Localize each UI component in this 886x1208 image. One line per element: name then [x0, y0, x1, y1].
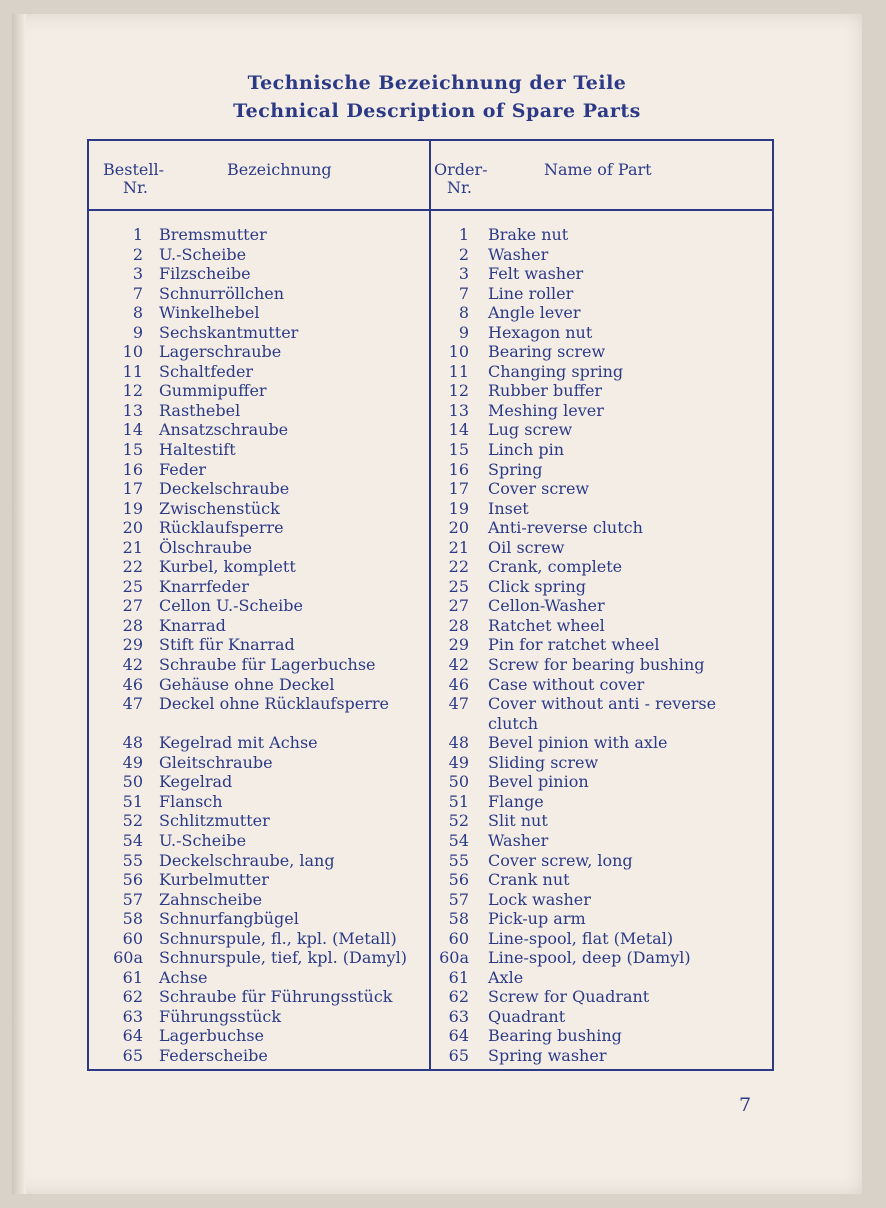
german-part-name: Rücklaufsperre: [159, 518, 284, 538]
english-row: [431, 499, 772, 519]
english-row: [431, 440, 772, 460]
english-part-number: 27: [448, 596, 469, 616]
english-part-number: 42: [448, 655, 469, 675]
english-part-number: 1: [458, 225, 469, 244]
english-row: [431, 1026, 772, 1046]
german-part-name: Schnurspule, fl., kpl. (Metall): [159, 928, 397, 948]
german-part-name: Bremsmutter: [159, 225, 267, 244]
german-part-number: 52: [122, 811, 143, 831]
german-row: [89, 792, 429, 812]
german-part-number: 11: [122, 361, 143, 381]
german-row: [89, 675, 429, 695]
german-row: [89, 225, 429, 245]
english-part-number: 3: [458, 264, 469, 284]
header-nr-label-en: Nr.: [447, 178, 472, 197]
german-part-number: 7: [132, 283, 143, 303]
english-row: [431, 303, 772, 323]
english-row: [431, 596, 772, 616]
german-part-number: 28: [122, 615, 143, 635]
german-row: [89, 381, 429, 401]
german-part-number: 62: [122, 987, 143, 1007]
german-part-name: Gummipuffer: [159, 381, 267, 401]
english-part-name: Lock washer: [488, 889, 591, 909]
german-part-number: 12: [122, 381, 143, 401]
german-row: [89, 733, 429, 753]
german-row: [89, 1026, 429, 1046]
german-row: [89, 401, 429, 421]
german-part-name: Schnurröllchen: [159, 283, 285, 303]
german-row: [89, 479, 429, 499]
english-part-name: Angle lever: [488, 303, 581, 323]
english-part-name: Bearing bushing: [488, 1026, 622, 1046]
parts-table: [87, 139, 774, 1071]
german-part-number: 51: [122, 791, 143, 811]
header-name-label-de: Bezeichnung: [227, 160, 332, 179]
german-part-name: Achse: [159, 967, 208, 987]
english-row: [431, 401, 772, 421]
english-row: [431, 792, 772, 812]
english-part-name: Ratchet wheel: [488, 615, 605, 635]
german-part-number: 48: [122, 733, 143, 753]
german-part-number: 15: [122, 440, 143, 460]
english-row: [431, 987, 772, 1007]
german-row: [89, 284, 429, 304]
english-part-name: Rubber buffer: [488, 381, 603, 401]
german-part-name: Kegelrad mit Achse: [159, 733, 318, 753]
german-part-name: Sechskantmutter: [159, 322, 299, 342]
english-row: [431, 518, 772, 538]
english-part-name: Meshing lever: [488, 400, 604, 420]
manual-page: [12, 14, 862, 1194]
english-part-number: 46: [448, 674, 469, 694]
german-row: [89, 831, 429, 851]
german-part-name: Deckelschraube: [159, 479, 290, 499]
english-part-number: 25: [448, 576, 469, 596]
english-row: [431, 831, 772, 851]
english-part-number: 15: [448, 440, 469, 460]
german-part-name: Ansatzschraube: [159, 420, 289, 440]
english-part-name: Pin for ratchet wheel: [488, 635, 660, 655]
english-part-name: Screw for bearing bushing: [488, 655, 705, 675]
english-part-number: 64: [448, 1026, 469, 1046]
header-divider: [89, 209, 772, 211]
german-row: [89, 772, 429, 792]
german-row: [89, 987, 429, 1007]
german-part-number: 22: [122, 557, 143, 577]
english-part-number: 20: [448, 518, 469, 538]
german-part-name: Deckel ohne Rücklaufsperre: [159, 694, 389, 714]
german-part-name: Lagerbuchse: [159, 1026, 265, 1046]
german-part-name: Schraube für Führungsstück: [159, 987, 393, 1007]
english-row: [431, 890, 772, 910]
english-part-name: Spring washer: [488, 1045, 607, 1065]
german-part-number: 27: [122, 596, 143, 616]
german-part-number: 63: [122, 1006, 143, 1026]
german-part-number: 9: [132, 322, 143, 342]
german-part-number: 65: [122, 1045, 143, 1065]
english-part-name: Lug screw: [488, 420, 573, 440]
english-row: [431, 557, 772, 577]
english-row: [431, 479, 772, 499]
english-row: [431, 264, 772, 284]
german-row: [89, 440, 429, 460]
german-part-number: 19: [122, 498, 143, 518]
german-part-name: Federscheibe: [159, 1045, 268, 1065]
english-part-name: Flange: [488, 791, 544, 811]
english-part-number: 17: [448, 479, 469, 499]
english-row: [431, 851, 772, 871]
german-row: [89, 890, 429, 910]
english-part-number: 22: [448, 557, 469, 577]
english-part-number: 21: [448, 537, 469, 557]
german-part-name: Lagerschraube: [159, 342, 282, 362]
english-row: [431, 948, 772, 968]
english-part-name: Line-spool, flat (Metal): [488, 928, 674, 948]
german-part-number: 60a: [113, 948, 143, 968]
german-row: [89, 362, 429, 382]
german-row: [89, 929, 429, 949]
english-part-number: 13: [448, 400, 469, 420]
german-part-number: 13: [122, 400, 143, 420]
english-row: [431, 811, 772, 831]
english-part-name: Quadrant: [488, 1006, 566, 1026]
german-part-name: Gleitschraube: [159, 752, 273, 772]
german-row: [89, 635, 429, 655]
english-part-name: Bevel pinion with axle: [488, 733, 668, 753]
english-row: [431, 870, 772, 890]
english-row: [431, 655, 772, 675]
title-english: Technical Description of Spare Parts: [233, 100, 641, 122]
german-part-number: 1: [132, 225, 143, 244]
english-part-number: 60a: [439, 948, 469, 968]
german-row: [89, 753, 429, 773]
german-part-name: Ölschraube: [159, 537, 252, 557]
german-part-name: Knarrad: [159, 615, 226, 635]
english-part-name: Crank, complete: [488, 557, 623, 577]
english-part-name: Cover screw: [488, 479, 590, 499]
english-row: [431, 694, 772, 714]
german-row: [89, 538, 429, 558]
english-part-name: Bearing screw: [488, 342, 606, 362]
english-part-number: 58: [448, 909, 469, 929]
german-part-name: Führungsstück: [159, 1006, 282, 1026]
german-part-number: 47: [122, 694, 143, 714]
english-row: [431, 284, 772, 304]
english-part-number: 61: [448, 967, 469, 987]
german-part-number: 20: [122, 518, 143, 538]
english-part-name: Oil screw: [488, 537, 565, 557]
german-part-name: Knarrfeder: [159, 576, 249, 596]
english-part-number: 14: [448, 420, 469, 440]
english-row: [431, 772, 772, 792]
german-part-number: 54: [122, 830, 143, 850]
english-part-name: Slit nut: [488, 811, 548, 831]
german-part-number: 8: [132, 303, 143, 323]
german-part-name: Filzscheibe: [159, 264, 251, 284]
english-part-name: Hexagon nut: [488, 322, 593, 342]
english-row: [431, 909, 772, 929]
german-part-name: Zahnscheibe: [159, 889, 263, 909]
german-row: [89, 518, 429, 538]
german-parts-column: [89, 225, 429, 1066]
german-part-number: 64: [122, 1026, 143, 1046]
german-part-number: 3: [132, 264, 143, 284]
english-row: [431, 1007, 772, 1027]
german-part-name: Schlitzmutter: [159, 811, 270, 831]
german-part-name: Kurbelmutter: [159, 870, 269, 890]
german-part-name: Kurbel, komplett: [159, 557, 296, 577]
german-part-number: 21: [122, 537, 143, 557]
german-part-number: 2: [132, 244, 143, 264]
german-part-name: Zwischenstück: [159, 498, 280, 518]
english-row: [431, 362, 772, 382]
page-number: 7: [739, 1094, 752, 1116]
german-part-number: 16: [122, 459, 143, 479]
english-part-name: Linch pin: [488, 440, 565, 460]
english-part-number: 50: [448, 772, 469, 792]
german-row: [89, 323, 429, 343]
german-part-name: Stift für Knarrad: [159, 635, 295, 655]
english-row: [431, 381, 772, 401]
english-row: [431, 733, 772, 753]
english-part-name: Sliding screw: [488, 752, 599, 772]
english-part-number: 62: [448, 987, 469, 1007]
german-part-number: 10: [122, 342, 143, 362]
english-row: [431, 225, 772, 245]
english-part-name: clutch: [488, 713, 539, 733]
english-part-name: Anti-reverse clutch: [488, 518, 643, 538]
german-row: [89, 909, 429, 929]
german-part-name: U.-Scheibe: [159, 830, 247, 850]
german-row: [89, 460, 429, 480]
english-part-name: Crank nut: [488, 870, 570, 890]
german-part-number: 55: [122, 850, 143, 870]
header-nr-label-de: Nr.: [123, 178, 148, 197]
english-part-name: Line roller: [488, 283, 574, 303]
german-part-name: Deckelschraube, lang: [159, 850, 335, 870]
english-part-number: 29: [448, 635, 469, 655]
german-part-name: Flansch: [159, 791, 223, 811]
german-row: [89, 499, 429, 519]
german-row: [89, 303, 429, 323]
german-row: [89, 694, 429, 714]
german-part-number: 46: [122, 674, 143, 694]
german-row: [89, 577, 429, 597]
english-part-number: 51: [448, 791, 469, 811]
english-part-number: 2: [458, 244, 469, 264]
english-part-name: Pick-up arm: [488, 909, 586, 929]
english-row: [431, 420, 772, 440]
german-row: [89, 245, 429, 265]
english-part-number: 55: [448, 850, 469, 870]
english-row: [431, 714, 772, 734]
english-part-name: Bevel pinion: [488, 772, 589, 792]
english-part-number: 12: [448, 381, 469, 401]
english-part-number: 52: [448, 811, 469, 831]
english-row: [431, 245, 772, 265]
english-part-name: Changing spring: [488, 361, 624, 381]
english-part-name: Washer: [488, 830, 549, 850]
german-part-number: 58: [122, 909, 143, 929]
english-part-number: 28: [448, 615, 469, 635]
english-part-number: 16: [448, 459, 469, 479]
english-part-name: Inset: [488, 498, 529, 518]
german-row: [89, 420, 429, 440]
english-part-number: 48: [448, 733, 469, 753]
german-part-number: 49: [122, 752, 143, 772]
german-part-number: 56: [122, 870, 143, 890]
german-part-name: Cellon U.-Scheibe: [159, 596, 303, 616]
german-row: [89, 616, 429, 636]
header-name-label-en: Name of Part: [544, 160, 652, 179]
german-row: [89, 557, 429, 577]
german-row: [89, 1007, 429, 1027]
german-row: [89, 655, 429, 675]
english-part-name: Axle: [488, 967, 524, 987]
header-order-label-de: Bestell-: [103, 160, 164, 179]
english-row: [431, 616, 772, 636]
german-part-number: 14: [122, 420, 143, 440]
english-part-name: Brake nut: [488, 225, 569, 244]
english-part-name: Cover screw, long: [488, 850, 633, 870]
german-part-name: Schaltfeder: [159, 361, 254, 381]
german-part-number: 57: [122, 889, 143, 909]
german-part-number: 42: [122, 655, 143, 675]
german-part-name: Schnurfangbügel: [159, 909, 299, 929]
english-row: [431, 460, 772, 480]
english-parts-column: [431, 225, 772, 1066]
german-part-name: Kegelrad: [159, 772, 233, 792]
german-row: [89, 714, 429, 734]
english-part-number: 54: [448, 830, 469, 850]
english-part-name: Click spring: [488, 576, 586, 596]
english-part-number: 11: [448, 361, 469, 381]
german-row: [89, 1046, 429, 1066]
german-row: [89, 342, 429, 362]
german-part-name: Rasthebel: [159, 400, 241, 420]
english-part-number: 10: [448, 342, 469, 362]
english-part-number: 8: [458, 303, 469, 323]
german-part-name: Haltestift: [159, 440, 236, 460]
header-order-label-en: Order-: [434, 160, 488, 179]
german-row: [89, 948, 429, 968]
german-part-name: Winkelhebel: [159, 303, 260, 323]
english-part-name: Cellon-Washer: [488, 596, 605, 616]
english-part-number: 60: [448, 928, 469, 948]
german-part-name: Schraube für Lagerbuchse: [159, 655, 376, 675]
german-part-name: Feder: [159, 459, 207, 479]
english-part-number: 57: [448, 889, 469, 909]
english-part-number: 65: [448, 1045, 469, 1065]
english-row: [431, 753, 772, 773]
english-row: [431, 968, 772, 988]
german-row: [89, 870, 429, 890]
german-part-number: 61: [122, 967, 143, 987]
english-part-number: 47: [448, 694, 469, 714]
english-part-number: 49: [448, 752, 469, 772]
german-part-number: 60: [122, 928, 143, 948]
english-part-number: 9: [458, 322, 469, 342]
german-part-number: 17: [122, 479, 143, 499]
english-part-number: 63: [448, 1006, 469, 1026]
german-part-number: 50: [122, 772, 143, 792]
english-row: [431, 342, 772, 362]
german-row: [89, 596, 429, 616]
english-part-name: Case without cover: [488, 674, 645, 694]
german-row: [89, 811, 429, 831]
english-part-name: Spring: [488, 459, 543, 479]
german-part-number: 29: [122, 635, 143, 655]
german-part-name: Schnurspule, tief, kpl. (Damyl): [159, 948, 407, 968]
german-row: [89, 851, 429, 871]
title-german: Technische Bezeichnung der Teile: [247, 72, 627, 94]
english-part-name: Washer: [488, 244, 549, 264]
english-row: [431, 1046, 772, 1066]
binding-gutter: [12, 14, 26, 1194]
german-row: [89, 968, 429, 988]
english-row: [431, 323, 772, 343]
english-row: [431, 577, 772, 597]
english-part-number: 19: [448, 498, 469, 518]
german-part-name: Gehäuse ohne Deckel: [159, 674, 335, 694]
english-row: [431, 675, 772, 695]
english-part-name: Cover without anti - reverse: [488, 694, 717, 714]
english-part-name: Felt washer: [488, 264, 584, 284]
english-part-number: 7: [458, 283, 469, 303]
english-part-number: 56: [448, 870, 469, 890]
german-row: [89, 264, 429, 284]
english-row: [431, 929, 772, 949]
german-part-number: 25: [122, 576, 143, 596]
german-part-name: U.-Scheibe: [159, 244, 247, 264]
english-part-name: Line-spool, deep (Damyl): [488, 948, 691, 968]
english-part-name: Screw for Quadrant: [488, 987, 650, 1007]
english-row: [431, 635, 772, 655]
english-row: [431, 538, 772, 558]
